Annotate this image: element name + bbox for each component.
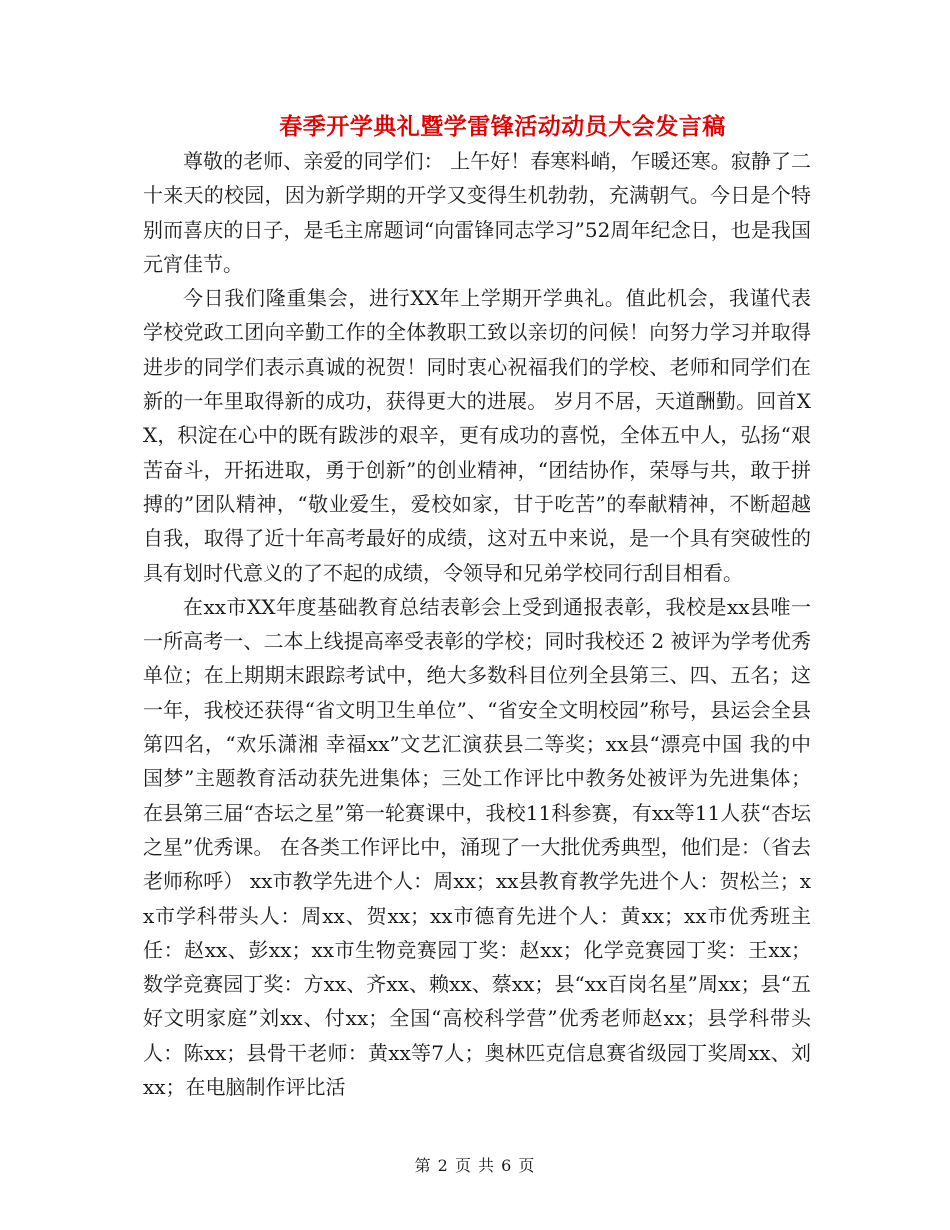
document-body	[143, 144, 811, 1104]
paragraph-3: 在xx市XX年度基础教育总结表彰会上受到通报表彰，我校是xx县唯一一所高考一、二本上线提高率受表彰的学校；同时我校还 2 被评为学考优秀单位；在上期期末跟踪考试中，绝大多数科目位列全县第三、四、五名；这一年，我校还获得“省文明卫生单位”、“省安全文明校园”称号，县运会全县第四名，“欢乐潇湘 幸福xx”文艺汇演获县二等奖；xx县“漂亮中国 我的中国梦”主题教育活动获先进集体；三处工作评比中教务处被评为先进集体；在县第三届“杏坛之星”第一轮赛课中，我校11科参赛，有xx等11人获“杏坛之星”优秀课。 在各类工作评比中，涌现了一大批优秀典型，他们是：（省去老师称呼） xx市教学先进个人：周xx；xx县教育教学先进个人：贺松兰；xx市学科带头人：周xx、贺xx；xx市德育先进个人：黄xx；xx市优秀班主任：赵xx、彭xx；xx市生物竞赛园丁奖：赵xx；化学竞赛园丁奖：王xx；数学竞赛园丁奖：方xx、齐xx、赖xx、蔡xx；县“xx百岗名星”周xx；县“五好文明家庭”刘xx、付xx；全国“高校科学营”优秀老师赵xx；县学科带头人：陈xx；县骨干老师：黄xx等7人；奥林匹克信息赛省级园丁奖周xx、刘xx；在电脑制作评比活	[143, 594, 811, 1100]
document-title: 春季开学典礼暨学雷锋活动动员大会发言稿	[279, 113, 726, 140]
paragraph-1: 尊敬的老师、亲爱的同学们： 上午好！春寒料峭，乍暖还寒。寂静了二十来天的校园，因为新学期的开学又变得生机勃勃，充满朝气。今日是个特别而喜庆的日子，是毛主席题词“向雷锋同志学习”52周年纪念日，也是我国元宵佳节。	[143, 149, 811, 276]
page-footer: 第 2 页 共 6 页	[414, 1156, 536, 1175]
paragraph-2: 今日我们隆重集会，进行XX年上学期开学典礼。值此机会，我谨代表学校党政工团向辛勤工作的全体教职工致以亲切的问候！向努力学习并取得进步的同学们表示真诚的祝贺！同时衷心祝福我们的学校、老师和同学们在新的一年里取得新的成功，获得更大的进展。 岁月不居，天道酬勤。回首XX，积淀在心中的既有跋涉的艰辛，更有成功的喜悦，全体五中人，弘扬“艰苦奋斗，开拓进取，勇于创新”的创业精神，“团结协作，荣辱与共，敢于拼搏的”团队精神，“敬业爱生，爱校如家，甘于吃苦”的奉献精神，不断超越自我，取得了近十年高考最好的成绩，这对五中来说，是一个具有突破性的具有划时代意义的了不起的成绩，令领导和兄弟学校同行刮目相看。	[143, 286, 811, 585]
